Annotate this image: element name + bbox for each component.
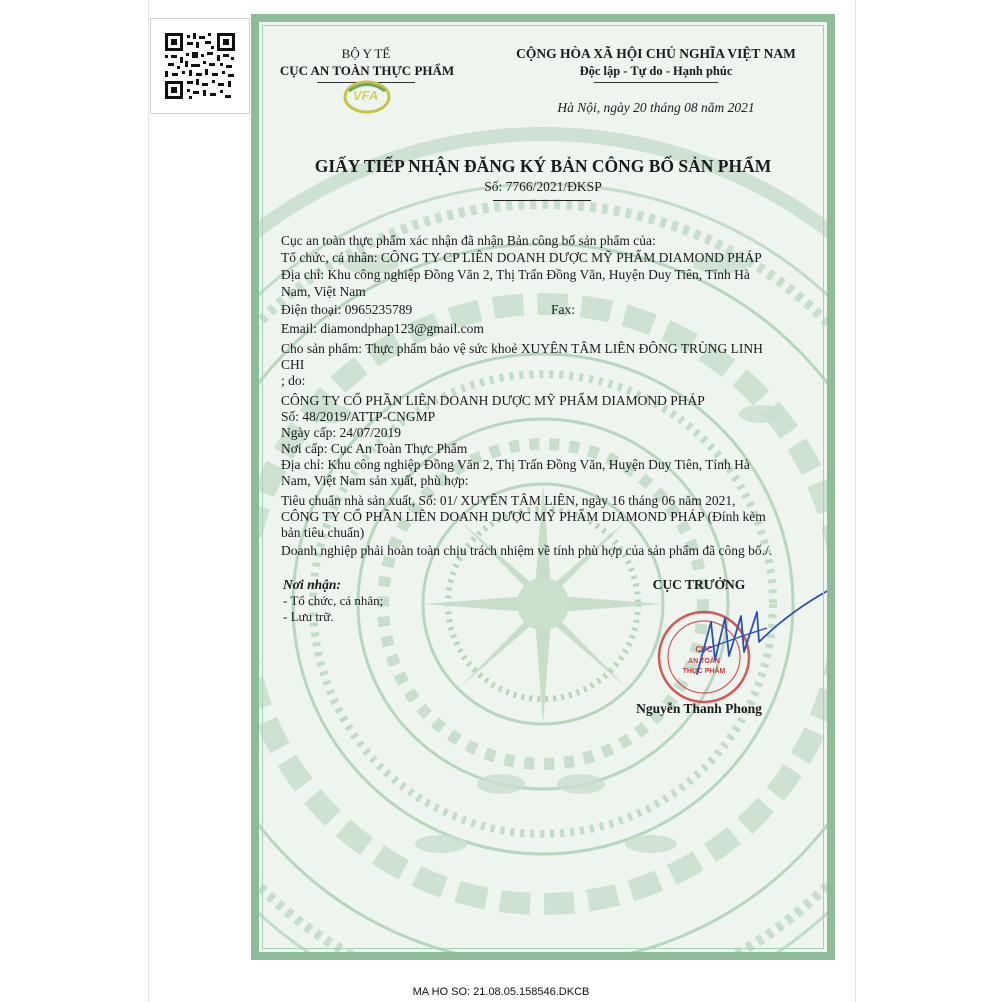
svg-text:CỤC: CỤC — [695, 645, 713, 654]
signer-name: Nguyễn Thanh Phong — [636, 701, 762, 716]
product-line-1: Cho sản phẩm: Thực phẩm bảo vệ sức khoẻ XUYÊN TÂM LIÊN ĐÔNG TRÙNG LINH — [281, 341, 763, 356]
intro-line: Cục an toàn thực phẩm xác nhận đã nhận Bản công bố sản phẩm của: — [281, 233, 656, 248]
place-date: Hà Nội, ngày 20 tháng 08 năm 2021 — [557, 100, 755, 115]
organization-line: Tổ chức, cá nhân: CÔNG TY CP LIÊN DOANH DƯỢC MỸ PHẨM DIAMOND PHÁP — [281, 250, 762, 265]
vfa-logo — [341, 76, 393, 116]
issue-date-line: Ngày cấp: 24/07/2019 — [281, 425, 401, 440]
address-line-2: Nam, Việt Nam — [281, 284, 366, 299]
handwritten-signature — [689, 582, 835, 692]
signer-title: CỤC TRƯỞNG — [652, 577, 746, 592]
ministry-name: BỘ Y TẾ — [341, 46, 391, 61]
agency-name: CỤC AN TOÀN THỰC PHẨM — [279, 63, 455, 78]
header-right-underline — [594, 82, 718, 83]
address-line-1: Địa chỉ: Khu công nghiệp Đồng Văn 2, Thị Trấn Đồng Văn, Huyện Duy Tiên, Tỉnh Hà — [281, 267, 750, 282]
republic-name: CỘNG HÒA XÃ HỘI CHỦ NGHĨA VIỆT NAM — [516, 46, 796, 61]
certificate — [251, 14, 835, 960]
fax-line: Fax: — [551, 302, 576, 317]
produced-by-line: ; do: — [281, 373, 306, 388]
manufacturer-line: CÔNG TY CỔ PHẦN LIÊN DOANH DƯỢC MỸ PHẨM DIAMOND PHÁP — [281, 393, 705, 408]
qr-code-pattern — [165, 33, 235, 99]
svg-text:AN TOÀN: AN TOÀN — [688, 658, 720, 665]
responsibility-line: Doanh nghiệp phải hoàn toàn chịu trách nhiệm về tính phù hợp của sản phẩm đã công bố./. — [281, 543, 773, 558]
standard-line-2: CÔNG TY CỔ PHẦN LIÊN DOANH DƯỢC MỸ PHẨM DIAMOND PHÁP (Đính kèm — [281, 509, 766, 524]
national-motto: Độc lập - Tự do - Hạnh phúc — [579, 64, 733, 78]
qr-code — [150, 18, 250, 114]
email-line: Email: diamondphap123@gmail.com — [281, 321, 484, 336]
svg-text:THỰC PHẨM: THỰC PHẨM — [682, 668, 726, 675]
document-title: GIẤY TIẾP NHẬN ĐĂNG KÝ BẢN CÔNG BỐ SẢN PHẨM — [314, 156, 772, 176]
phone-line: Điện thoại: 0965235789 — [281, 302, 413, 317]
product-line-2: CHI — [281, 357, 305, 372]
vfa-logo-text: VFA — [353, 88, 379, 103]
document-number: Số: 7766/2021/ĐKSP — [484, 179, 602, 194]
issued-by-line: Nơi cấp: Cục An Toàn Thực Phẩm — [281, 441, 468, 456]
recipients-heading: Nơi nhận: — [283, 577, 341, 592]
recipient-item-2: - Lưu trữ. — [283, 609, 334, 624]
license-number-line: Số: 48/2019/ATTP-CNGMP — [281, 409, 436, 424]
standard-line-3: bản tiêu chuẩn) — [281, 525, 365, 540]
manufacturer-address-line-1: Địa chỉ: Khu công nghiệp Đồng Văn 2, Thị Trấn Đồng Văn, Huyện Duy Tiên, Tỉnh Hà — [281, 457, 750, 472]
title-underline — [493, 200, 591, 201]
manufacturer-address-line-2: Nam, Việt Nam sản xuất, phù hợp: — [281, 473, 469, 488]
standard-line-1: Tiêu chuẩn nhà sản xuất, Số: 01/ XUYÊN TÂM LIÊN, ngày 16 tháng 06 năm 2021, — [281, 493, 736, 508]
dossier-code: MA HO SO: 21.08.05.158546.DKCB — [412, 986, 590, 998]
recipient-item-1: - Tổ chức, cá nhân; — [283, 593, 384, 608]
